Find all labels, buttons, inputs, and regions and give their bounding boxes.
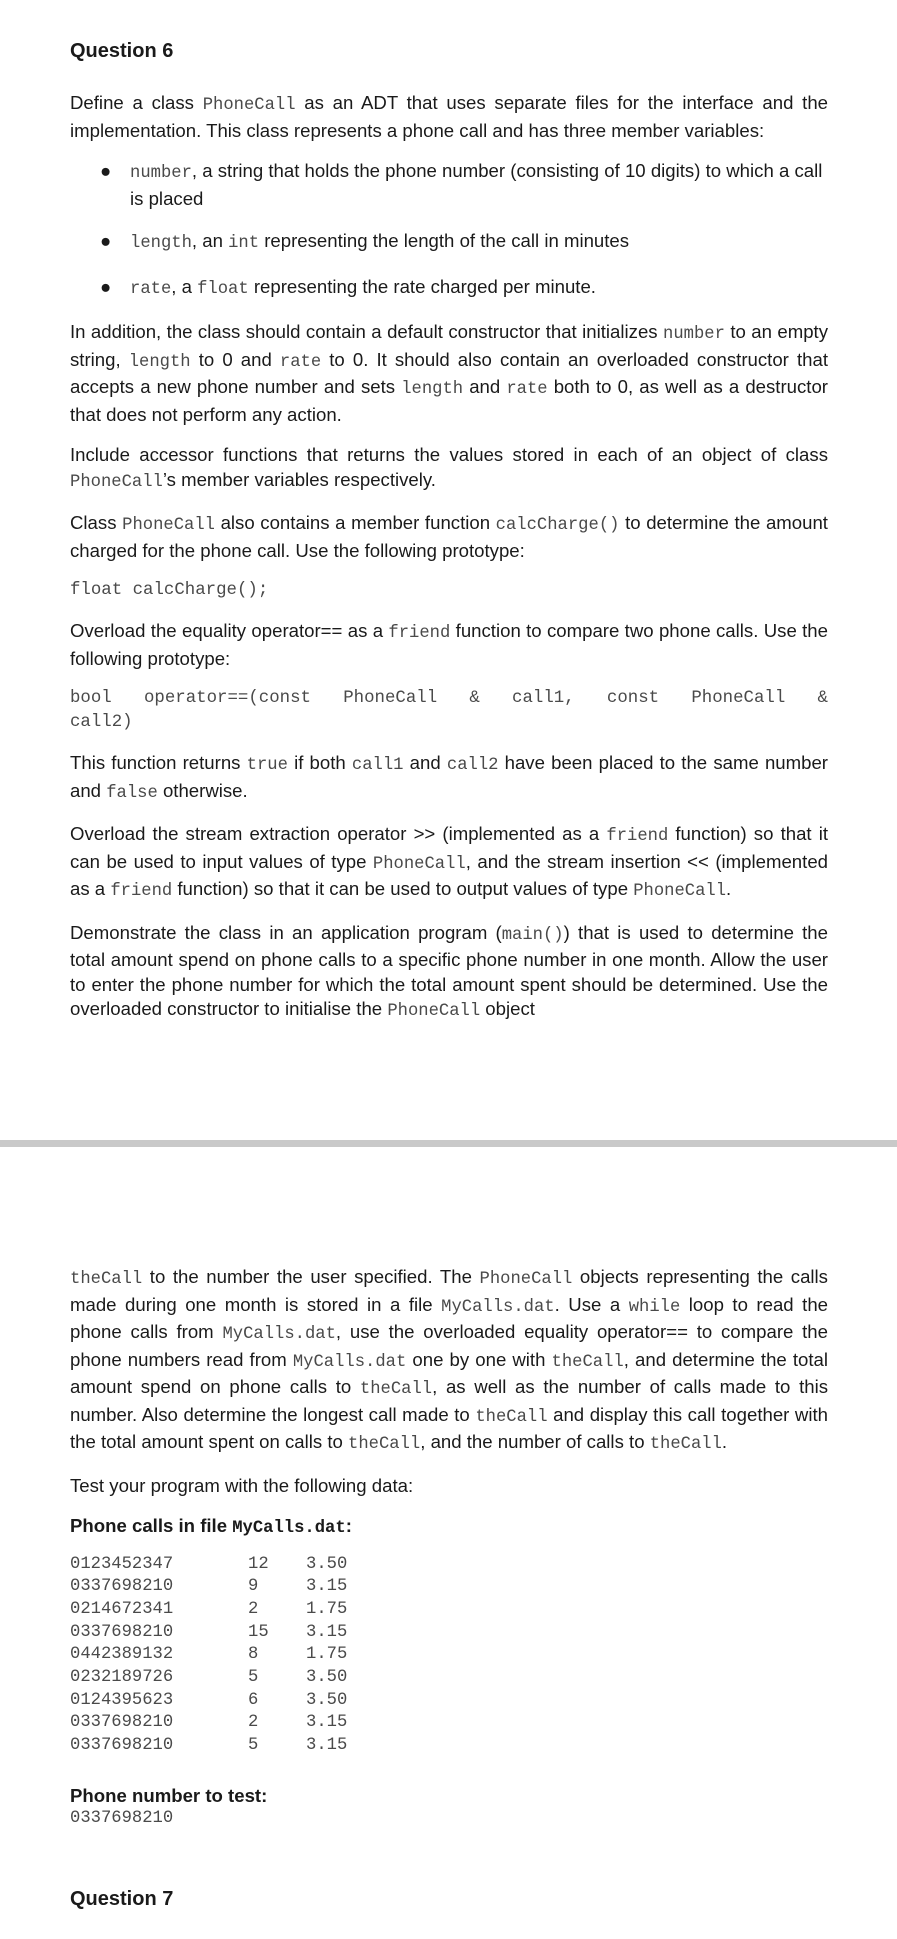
phone-number-cell: 0214672341: [70, 1599, 174, 1619]
length-cell: 9: [248, 1577, 259, 1597]
returns-paragraph: This function returns true if both call1 and call2 have been placed to the same number and false otherwise.: [70, 752, 829, 803]
rate-cell: 3.50: [306, 1690, 348, 1710]
phone-number-cell: 0337698210: [70, 1622, 174, 1642]
table-row: [70, 1554, 347, 1577]
rate-cell: 3.50: [306, 1554, 348, 1574]
continuation-paragraph: theCall to the number the user specified. The PhoneCall objects representing the calls made during one month is stored in a file MyCalls.dat. Use a while loop to read the phone calls from MyCalls.dat, use the overloaded equality operator== to compare the phone numbers read from MyCalls.dat one by one with theCall, and determine the total amount spend on phone calls to theCall, as well as the number of calls made to this number. Also determine the longest call made to theCall and display this call together with the total amount spent on calls to theCall, and the number of calls to theCall.: [70, 1266, 829, 1454]
phone-number-to-test-value: 0337698210: [70, 1809, 174, 1829]
test-instruction: Test your program with the following data:: [70, 1474, 414, 1496]
table-row: [70, 1599, 347, 1622]
length-cell: 12: [248, 1554, 269, 1574]
rate-cell: 1.75: [306, 1599, 348, 1619]
accessor-paragraph: Include accessor functions that returns the values stored in each of an object of class PhoneCall’s member variables respectively.: [70, 444, 828, 492]
length-cell: 2: [248, 1713, 259, 1733]
constructor-paragraph: In addition, the class should contain a default constructor that initializes number to an empty string, length to 0 and rate to 0. It should also contain an overloaded constructor that accepts a new phone number and sets length and rate both to 0, as well as a destructor that does not perform any action.: [70, 321, 828, 425]
phone-number-cell: 0123452347: [70, 1554, 174, 1574]
phone-number-cell: 0337698210: [70, 1713, 174, 1733]
table-row: [70, 1622, 347, 1645]
length-cell: 15: [248, 1622, 269, 1642]
rate-cell: 3.15: [306, 1577, 348, 1597]
bullet-icon: ●: [100, 160, 112, 181]
question-6-heading: Question 6: [70, 40, 174, 62]
table-row: [70, 1690, 347, 1713]
rate-cell: 1.75: [306, 1645, 348, 1665]
rate-cell: 3.15: [306, 1713, 348, 1733]
length-cell: 8: [248, 1645, 259, 1665]
question-7-heading: Question 7: [70, 1888, 174, 1911]
length-cell: 5: [248, 1736, 259, 1756]
demo-paragraph: Demonstrate the class in an application program (main()) that is used to determine the total amount spend on phone calls to a specific phone number in one month. Allow the user to enter the phone number for which the total amount spent should be determined. Use the overloaded constructor to initialise the PhoneCall object: [70, 921, 828, 1021]
table-row: [70, 1735, 347, 1758]
page-2: [0, 1147, 897, 1920]
page-1-content: [70, 40, 828, 1025]
list-item-number: ● number, a string that holds the phone number (consisting of 10 digits) to which a call is placed: [100, 160, 823, 209]
length-cell: 6: [248, 1690, 259, 1710]
table-row: [70, 1667, 347, 1690]
length-cell: 2: [248, 1599, 259, 1619]
table-row: [70, 1644, 347, 1667]
table-row: [70, 1712, 347, 1735]
member-variable-list: [70, 159, 828, 302]
calccharge-prototype: float calcCharge();: [70, 581, 269, 600]
length-cell: 5: [248, 1668, 259, 1688]
equality-paragraph: Overload the equality operator== as a friend function to compare two phone calls. Use the following prototype:: [70, 620, 828, 669]
list-item-rate: ● rate, a float representing the rate charged per minute.: [100, 275, 596, 299]
page-separator: [0, 1140, 897, 1147]
bullet-icon: ●: [100, 230, 112, 251]
rate-cell: 3.15: [306, 1622, 348, 1642]
bullet-icon: ●: [100, 275, 112, 297]
equality-prototype-line-2: call2): [70, 713, 133, 732]
phone-number-cell: 0337698210: [70, 1577, 174, 1597]
stream-paragraph: Overload the stream extraction operator >> (implemented as a friend function) so that it can be used to input values of type PhoneCall, and the stream insertion << (implemented as a friend function) so that it can be used to output values of type PhoneCall.: [70, 823, 829, 901]
phone-number-to-test-label: Phone number to test:: [70, 1784, 268, 1806]
phone-number-cell: 0232189726: [70, 1668, 174, 1688]
table-row: [70, 1576, 347, 1599]
rate-cell: 3.50: [306, 1668, 348, 1688]
rate-cell: 3.15: [306, 1736, 348, 1756]
intro-paragraph: Define a class PhoneCall as an ADT that uses separate files for the interface and the implementation. This class represents a phone call and has three member variables:: [70, 92, 828, 141]
calccharge-paragraph: Class PhoneCall also contains a member function calcCharge() to determine the amount charged for the phone call. Use the following prototype:: [70, 512, 828, 561]
calls-data-table: [70, 1554, 347, 1758]
equality-prototype: [70, 687, 828, 735]
equality-prototype-line-1: bool operator==(const PhoneCall & call1, const PhoneCall &: [70, 689, 828, 708]
phone-number-cell: 0124395623: [70, 1690, 174, 1710]
page-2-content: [70, 1265, 828, 1939]
phone-number-cell: 0442389132: [70, 1645, 174, 1665]
file-label: Phone calls in file MyCalls.dat:: [70, 1515, 352, 1538]
phone-number-cell: 0337698210: [70, 1736, 174, 1756]
list-item-length: ● length, an int representing the length of the call in minutes: [100, 230, 630, 253]
